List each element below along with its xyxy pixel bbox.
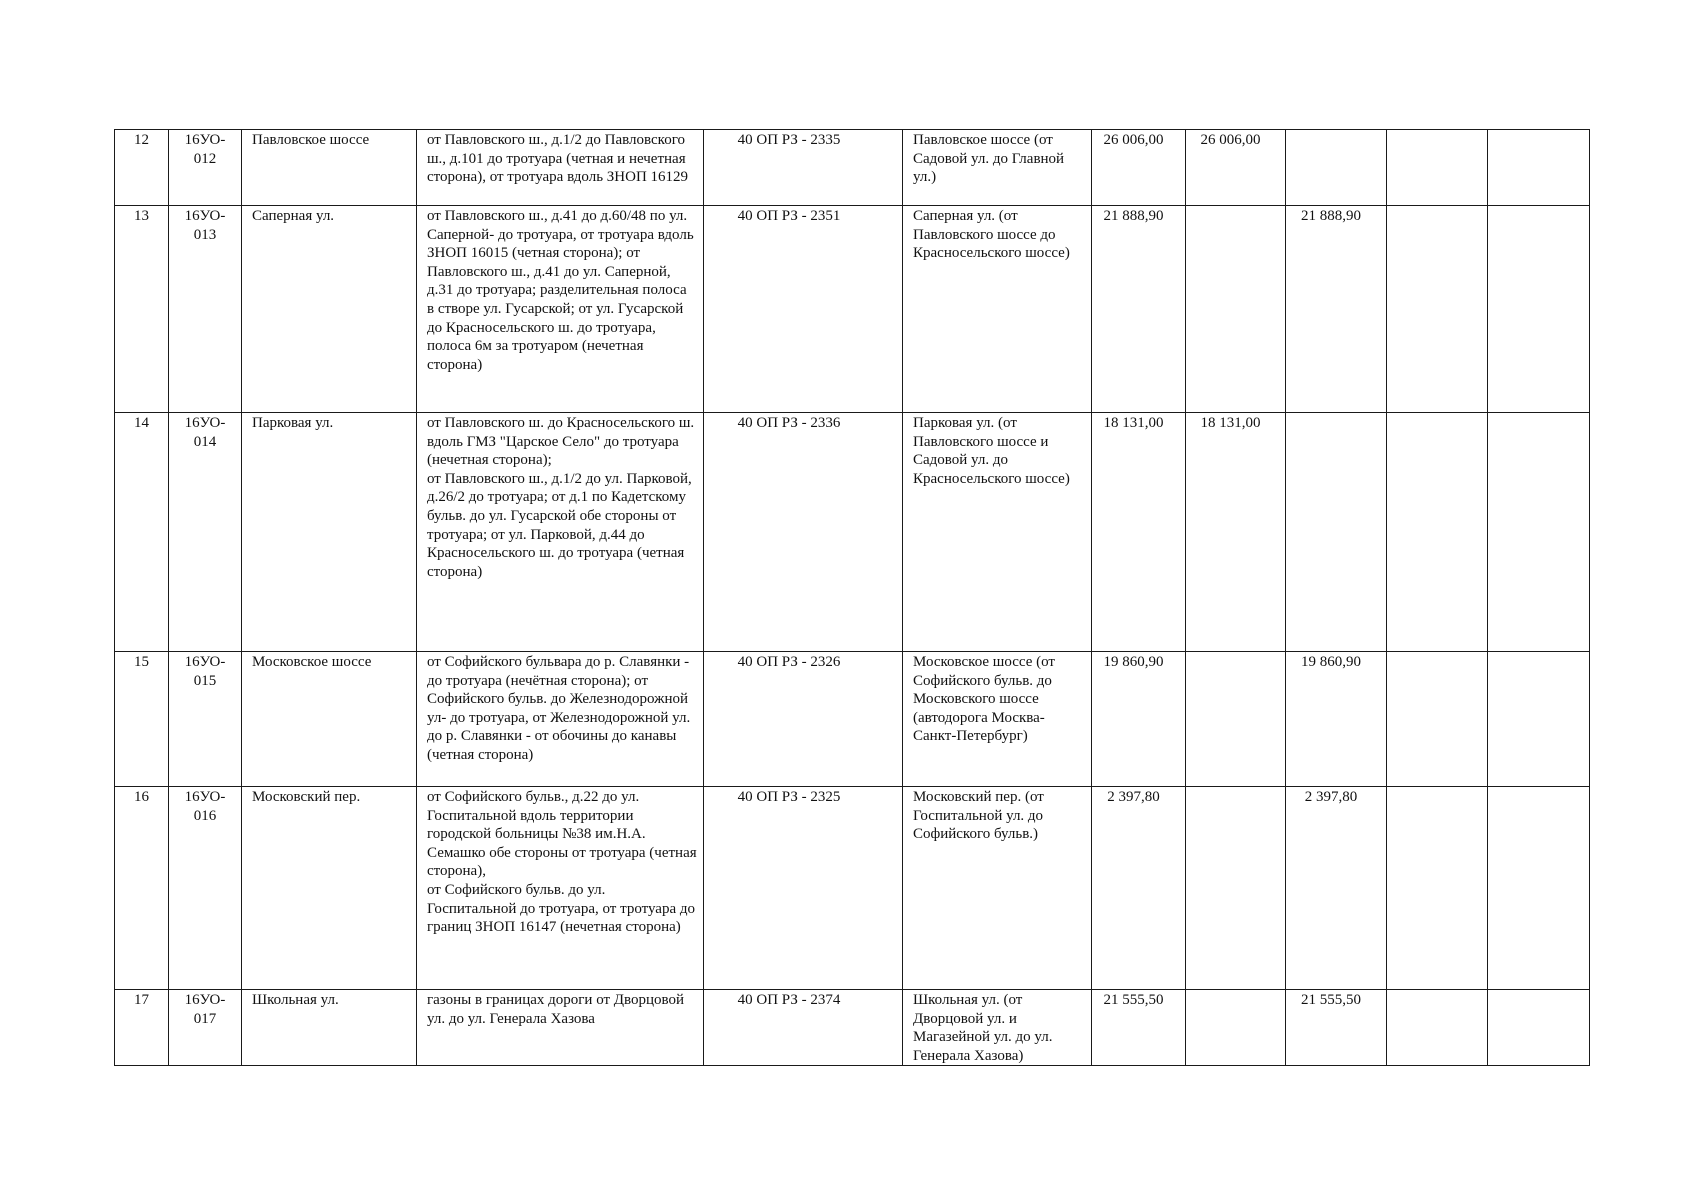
table-row bbox=[115, 206, 1590, 413]
road-registry-id: 40 ОП РЗ - 2325 bbox=[704, 787, 903, 990]
object-boundaries: от Павловского ш., д.41 до д.60/48 по ул. Саперной- до тротуара, от тротуара вдоль ЗНОП 16015 (четная сторона); от Павловского ш., д.41 до ул. Саперной, д.31 до тротуара; разделительная полоса в створе ул. Гусарской; от ул. Гусарской до Красносельского ш. до тротуара, полоса 6м за тротуаром (нечетная сторона) bbox=[417, 206, 704, 413]
area-column-8: 18 131,00 bbox=[1186, 413, 1286, 652]
area-column-9 bbox=[1286, 130, 1387, 206]
area-column-10 bbox=[1387, 652, 1488, 787]
object-code: 16УО- 013 bbox=[169, 206, 242, 413]
area-column-9: 19 860,90 bbox=[1286, 652, 1387, 787]
area-column-9: 21 888,90 bbox=[1286, 206, 1387, 413]
table-row bbox=[115, 413, 1590, 652]
area-total: 26 006,00 bbox=[1092, 130, 1186, 206]
row-number: 17 bbox=[115, 990, 169, 1066]
object-code: 16УО- 015 bbox=[169, 652, 242, 787]
area-total: 18 131,00 bbox=[1092, 413, 1186, 652]
road-registry-id: 40 ОП РЗ - 2374 bbox=[704, 990, 903, 1066]
area-column-10 bbox=[1387, 413, 1488, 652]
object-name: Школьная ул. bbox=[242, 990, 417, 1066]
object-name: Павловское шоссе bbox=[242, 130, 417, 206]
road-description: Московский пер. (от Госпитальной ул. до Софийского бульв.) bbox=[903, 787, 1092, 990]
object-boundaries: от Павловского ш., д.1/2 до Павловского ш., д.101 до тротуара (четная и нечетная сторона), от тротуара вдоль ЗНОП 16129 bbox=[417, 130, 704, 206]
road-description: Школьная ул. (от Дворцовой ул. и Магазейной ул. до ул. Генерала Хазова) bbox=[903, 990, 1092, 1066]
object-boundaries: от Софийского бульвара до р. Славянки - до тротуара (нечётная сторона); от Софийского бульв. до Железнодорожной ул- до тротуара, от Железнодорожной ул. до р. Славянки - от обочины до канавы (четная сторона) bbox=[417, 652, 704, 787]
area-column-8 bbox=[1186, 990, 1286, 1066]
road-description: Парковая ул. (от Павловского шоссе и Садовой ул. до Красносельского шоссе) bbox=[903, 413, 1092, 652]
area-column-11 bbox=[1488, 787, 1590, 990]
road-registry-id: 40 ОП РЗ - 2326 bbox=[704, 652, 903, 787]
area-column-11 bbox=[1488, 413, 1590, 652]
row-number: 15 bbox=[115, 652, 169, 787]
area-column-11 bbox=[1488, 130, 1590, 206]
area-column-10 bbox=[1387, 130, 1488, 206]
row-number: 16 bbox=[115, 787, 169, 990]
object-code: 16УО- 016 bbox=[169, 787, 242, 990]
object-code: 16УО- 017 bbox=[169, 990, 242, 1066]
object-boundaries: от Павловского ш. до Красносельского ш. вдоль ГМЗ "Царское Село" до тротуара (нечетная сторона); от Павловского ш., д.1/2 до ул. Парковой, д.26/2 до тротуара; от д.1 по Кадетскому бульв. до ул. Гусарской обе стороны от тротуара; от ул. Парковой, д.44 до Красносельского ш. до тротуара (четная сторона) bbox=[417, 413, 704, 652]
area-column-8 bbox=[1186, 652, 1286, 787]
area-total: 2 397,80 bbox=[1092, 787, 1186, 990]
area-column-10 bbox=[1387, 990, 1488, 1066]
area-column-8 bbox=[1186, 206, 1286, 413]
road-registry-id: 40 ОП РЗ - 2336 bbox=[704, 413, 903, 652]
road-description: Павловское шоссе (от Садовой ул. до Главной ул.) bbox=[903, 130, 1092, 206]
row-number: 12 bbox=[115, 130, 169, 206]
area-column-9 bbox=[1286, 413, 1387, 652]
road-description: Московское шоссе (от Софийского бульв. до Московского шоссе (автодорога Москва-Санкт-Петербург) bbox=[903, 652, 1092, 787]
object-name: Саперная ул. bbox=[242, 206, 417, 413]
area-column-8: 26 006,00 bbox=[1186, 130, 1286, 206]
road-description: Саперная ул. (от Павловского шоссе до Красносельского шоссе) bbox=[903, 206, 1092, 413]
object-code: 16УО- 012 bbox=[169, 130, 242, 206]
table-row bbox=[115, 787, 1590, 990]
object-name: Московское шоссе bbox=[242, 652, 417, 787]
row-number: 14 bbox=[115, 413, 169, 652]
area-total: 19 860,90 bbox=[1092, 652, 1186, 787]
area-column-11 bbox=[1488, 206, 1590, 413]
area-column-11 bbox=[1488, 652, 1590, 787]
object-name: Парковая ул. bbox=[242, 413, 417, 652]
area-column-9: 21 555,50 bbox=[1286, 990, 1387, 1066]
area-total: 21 555,50 bbox=[1092, 990, 1186, 1066]
object-name: Московский пер. bbox=[242, 787, 417, 990]
row-number: 13 bbox=[115, 206, 169, 413]
table-row bbox=[115, 652, 1590, 787]
area-total: 21 888,90 bbox=[1092, 206, 1186, 413]
area-column-10 bbox=[1387, 206, 1488, 413]
table-row bbox=[115, 990, 1590, 1066]
area-column-11 bbox=[1488, 990, 1590, 1066]
object-code: 16УО- 014 bbox=[169, 413, 242, 652]
area-column-9: 2 397,80 bbox=[1286, 787, 1387, 990]
area-column-8 bbox=[1186, 787, 1286, 990]
object-boundaries: газоны в границах дороги от Дворцовой ул. до ул. Генерала Хазова bbox=[417, 990, 704, 1066]
road-registry-id: 40 ОП РЗ - 2351 bbox=[704, 206, 903, 413]
green-areas-table bbox=[114, 129, 1590, 1066]
table-row bbox=[115, 130, 1590, 206]
area-column-10 bbox=[1387, 787, 1488, 990]
object-boundaries: от Софийского бульв., д.22 до ул. Госпитальной вдоль территории городской больницы №38 им.Н.А. Семашко обе стороны от тротуара (четная сторона), от Софийского бульв. до ул. Госпитальной до тротуара, от тротуара до границ ЗНОП 16147 (нечетная сторона) bbox=[417, 787, 704, 990]
road-registry-id: 40 ОП РЗ - 2335 bbox=[704, 130, 903, 206]
